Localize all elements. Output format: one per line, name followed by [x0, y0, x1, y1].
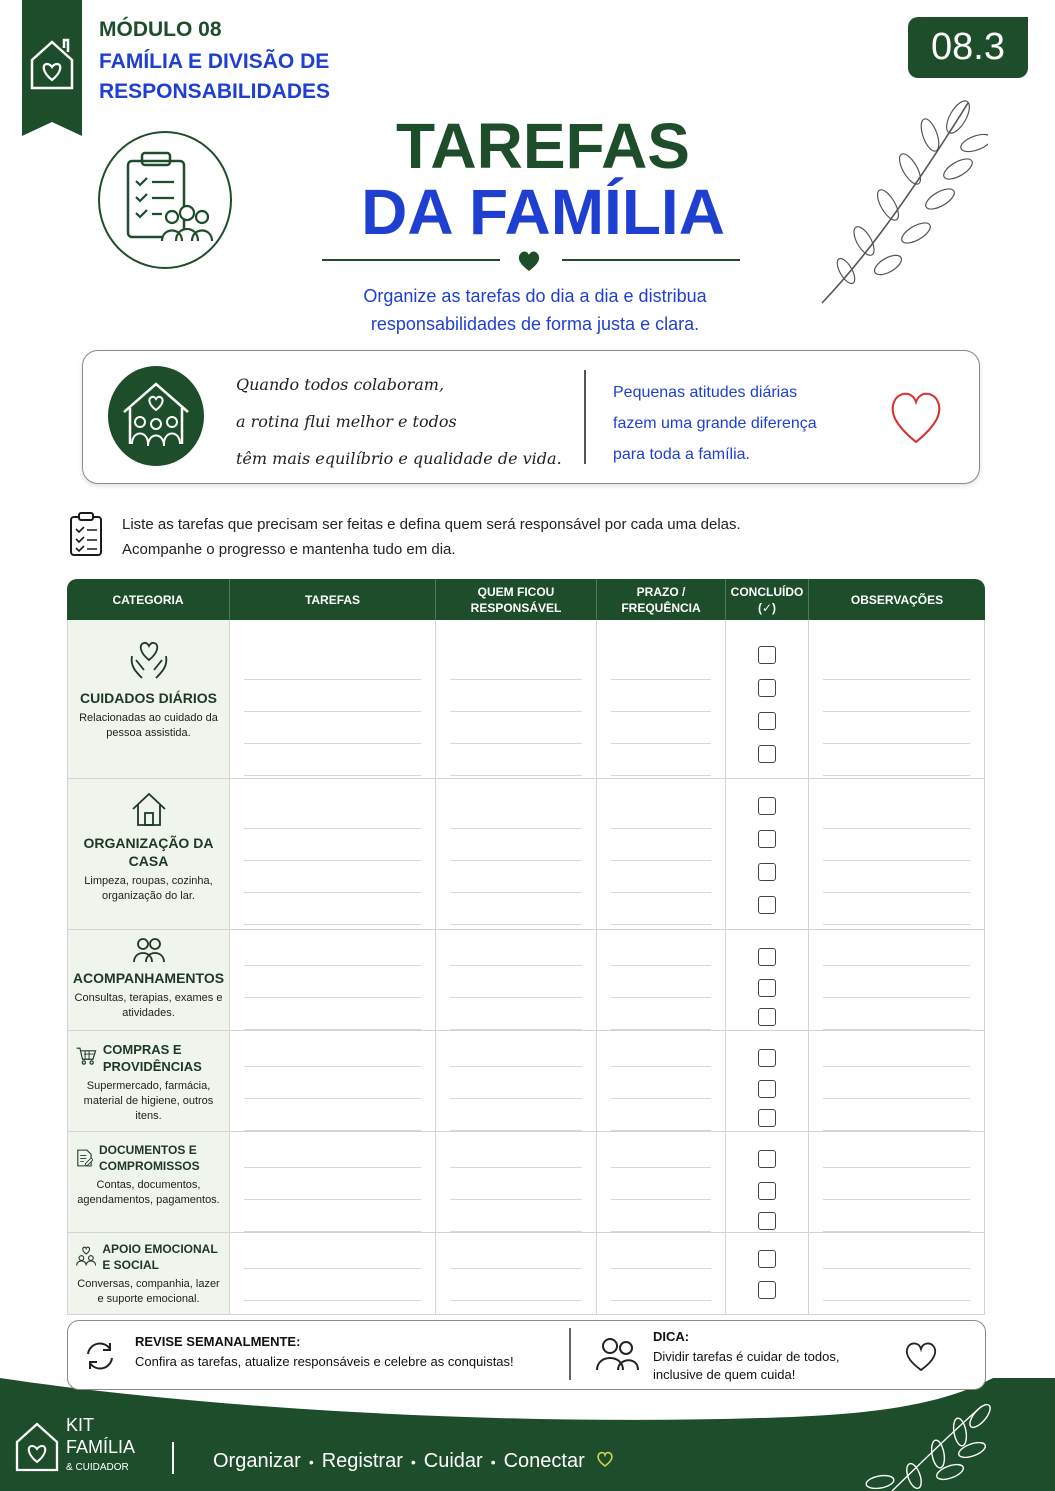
done-checkbox[interactable] — [758, 948, 776, 966]
done-checkbox[interactable] — [758, 979, 776, 997]
instructions-line-2: Acompanhe o progresso e mantenha tudo em dia. — [122, 541, 456, 558]
house-heart-icon — [14, 1416, 60, 1474]
heart-divider-icon — [516, 249, 542, 273]
heart-outline-icon — [888, 386, 944, 446]
footer-brand-line1: KIT — [66, 1415, 95, 1435]
header-notes: OBSERVAÇÕES — [809, 579, 985, 620]
responsible-cell[interactable] — [436, 1031, 597, 1132]
done-cell — [726, 779, 809, 930]
footer-divider — [172, 1442, 174, 1474]
title-divider-right — [562, 259, 740, 261]
tip-left-text: Confira as tarefas, atualize responsáveis e celebre as conquistas! — [135, 1354, 514, 1369]
table-row — [67, 1132, 985, 1233]
checklist-icon — [68, 511, 104, 557]
done-checkbox[interactable] — [758, 896, 776, 914]
done-checkbox[interactable] — [758, 1250, 776, 1268]
done-checkbox[interactable] — [758, 830, 776, 848]
category-name: CUIDADOS DIÁRIOS — [80, 690, 217, 706]
category-desc: Supermercado, farmácia, material de higiene, outros itens. — [83, 1080, 214, 1122]
house-icon — [129, 789, 169, 829]
header-category: CATEGORIA — [67, 579, 230, 620]
footer-nav-organizar: Organizar — [213, 1450, 301, 1472]
done-cell — [726, 1132, 809, 1233]
done-checkbox[interactable] — [758, 646, 776, 664]
category-cell — [67, 930, 230, 1031]
category-name: DOCUMENTOS E COMPROMISSOS — [98, 1143, 200, 1173]
done-checkbox[interactable] — [758, 797, 776, 815]
done-checkbox[interactable] — [758, 1150, 776, 1168]
deadline-cell[interactable] — [597, 930, 726, 1031]
done-checkbox[interactable] — [758, 1212, 776, 1230]
responsible-cell[interactable] — [436, 779, 597, 930]
category-name: APOIO EMOCIONAL E SOCIAL — [102, 1242, 218, 1272]
leaf-branch-icon — [818, 95, 988, 307]
category-cell — [67, 620, 230, 779]
tip-right-text: Dividir tarefas é cuidar de todos, inclusive de quem cuida! — [653, 1349, 840, 1382]
tasks-table — [67, 579, 985, 1315]
done-checkbox[interactable] — [758, 712, 776, 730]
instructions — [122, 512, 822, 562]
house-heart-icon — [28, 34, 76, 92]
quote-line-1: Quando todos colaboram, — [236, 375, 445, 394]
family-house-badge — [108, 366, 204, 466]
done-checkbox[interactable] — [758, 745, 776, 763]
quote-side-line-2: fazem uma grande diferença — [613, 415, 817, 432]
category-desc: Conversas, companhia, lazer e suporte emocional. — [77, 1278, 220, 1305]
people-icon — [132, 936, 166, 964]
table-row — [67, 930, 985, 1031]
notes-cell[interactable] — [809, 1233, 985, 1315]
footer-nav-registrar: Registrar — [321, 1450, 403, 1472]
module-label: MÓDULO 08 — [99, 18, 222, 41]
table-row — [67, 1031, 985, 1132]
done-checkbox[interactable] — [758, 1109, 776, 1127]
footer-nav-conectar: Conectar — [503, 1450, 585, 1472]
quote-side-line-1: Pequenas atitudes diárias — [613, 384, 798, 401]
category-cell — [67, 1031, 230, 1132]
done-cell — [726, 1233, 809, 1315]
deadline-cell[interactable] — [597, 1132, 726, 1233]
module-title: FAMÍLIA E DIVISÃO DE RESPONSABILIDADES — [99, 50, 331, 103]
tip-right-title: DICA: — [653, 1329, 690, 1344]
tasks-cell[interactable] — [230, 1233, 436, 1315]
responsible-cell[interactable] — [436, 1132, 597, 1233]
clipboard-family-badge — [98, 131, 232, 269]
family-house-icon — [108, 366, 204, 466]
table-row — [67, 620, 985, 779]
responsible-cell[interactable] — [436, 930, 597, 1031]
category-cell — [67, 1132, 230, 1233]
table-row — [67, 779, 985, 930]
category-desc: Limpeza, roupas, cozinha, organização do lar. — [84, 875, 213, 902]
heart-outline-icon — [596, 1451, 614, 1467]
document-icon — [76, 1142, 93, 1174]
quote-line-2: a rotina flui melhor e todos — [236, 412, 457, 431]
tasks-cell[interactable] — [230, 620, 436, 779]
instructions-line-1: Liste as tarefas que precisam ser feitas e defina quem será responsável por cada uma delas. — [122, 516, 741, 533]
notes-cell[interactable] — [809, 620, 985, 779]
header-tasks: TAREFAS — [230, 579, 436, 620]
cart-icon — [76, 1041, 97, 1071]
footer-brand-line2: FAMÍLIA — [66, 1437, 136, 1457]
header-done: CONCLUÍDO (✓) — [726, 579, 809, 620]
done-checkbox[interactable] — [758, 1049, 776, 1067]
tasks-cell[interactable] — [230, 779, 436, 930]
table-row — [67, 1233, 985, 1315]
quote-text — [236, 366, 576, 477]
tasks-cell[interactable] — [230, 1132, 436, 1233]
category-cell — [67, 1233, 230, 1315]
page-subtitle: Organize as tarefas do dia a dia e distribua responsabilidades de forma justa e clara. — [363, 286, 707, 334]
tasks-cell[interactable] — [230, 1031, 436, 1132]
page-title-line1: TAREFAS — [396, 110, 690, 182]
module-ribbon — [22, 0, 82, 122]
deadline-cell[interactable] — [597, 1233, 726, 1315]
done-checkbox[interactable] — [758, 1008, 776, 1026]
done-checkbox[interactable] — [758, 679, 776, 697]
heart-people-icon — [76, 1241, 96, 1271]
header-deadline: PRAZO / FREQUÊNCIA — [597, 579, 726, 620]
done-checkbox[interactable] — [758, 1281, 776, 1299]
people-icon — [596, 1336, 640, 1372]
category-desc: Contas, documentos, agendamentos, pagamentos. — [77, 1179, 220, 1206]
responsible-cell[interactable] — [436, 620, 597, 779]
heart-outline-icon — [904, 1340, 938, 1372]
deadline-cell[interactable] — [597, 1031, 726, 1132]
footer-brand-sub: & CUIDADOR — [66, 1462, 129, 1473]
footer-brand — [66, 1414, 135, 1458]
done-checkbox[interactable] — [758, 1182, 776, 1200]
done-checkbox[interactable] — [758, 1080, 776, 1098]
title-divider-left — [322, 259, 500, 261]
quote-side-text — [613, 377, 873, 470]
tasks-cell[interactable] — [230, 930, 436, 1031]
page-number-badge: 08.3 — [908, 17, 1028, 78]
quote-divider — [584, 370, 586, 464]
page-title-line2: DA FAMÍLIA — [361, 176, 725, 248]
category-cell — [67, 779, 230, 930]
category-desc: Consultas, terapias, exames e atividades. — [74, 992, 223, 1019]
footer-nav-cuidar: Cuidar — [423, 1450, 483, 1472]
notes-cell[interactable] — [809, 1132, 985, 1233]
deadline-cell[interactable] — [597, 620, 726, 779]
category-name: ORGANIZAÇÃO DA CASA — [83, 835, 214, 869]
deadline-cell[interactable] — [597, 779, 726, 930]
quote-line-3: têm mais equilíbrio e qualidade de vida. — [236, 449, 562, 468]
category-name: ACOMPANHAMENTOS — [72, 970, 225, 986]
notes-cell[interactable] — [809, 1031, 985, 1132]
done-cell — [726, 1031, 809, 1132]
notes-cell[interactable] — [809, 779, 985, 930]
category-name: COMPRAS E PROVIDÊNCIAS — [102, 1042, 202, 1074]
hands-heart-icon — [126, 638, 172, 684]
done-cell — [726, 930, 809, 1031]
footer-nav: Organizar • Registrar • Cuidar • Conectar — [213, 1450, 614, 1473]
category-desc: Relacionadas ao cuidado da pessoa assistida. — [79, 712, 218, 739]
leaf-branch-icon — [862, 1402, 1012, 1491]
clipboard-family-icon — [100, 133, 230, 267]
done-cell — [726, 620, 809, 779]
header-responsible: QUEM FICOU RESPONSÁVEL — [436, 579, 597, 620]
quote-side-line-3: para toda a família. — [613, 446, 750, 463]
done-checkbox[interactable] — [758, 863, 776, 881]
tip-left-title: REVISE SEMANALMENTE: — [135, 1334, 301, 1349]
tips-divider — [569, 1328, 571, 1380]
refresh-icon — [84, 1340, 116, 1372]
notes-cell[interactable] — [809, 930, 985, 1031]
responsible-cell[interactable] — [436, 1233, 597, 1315]
